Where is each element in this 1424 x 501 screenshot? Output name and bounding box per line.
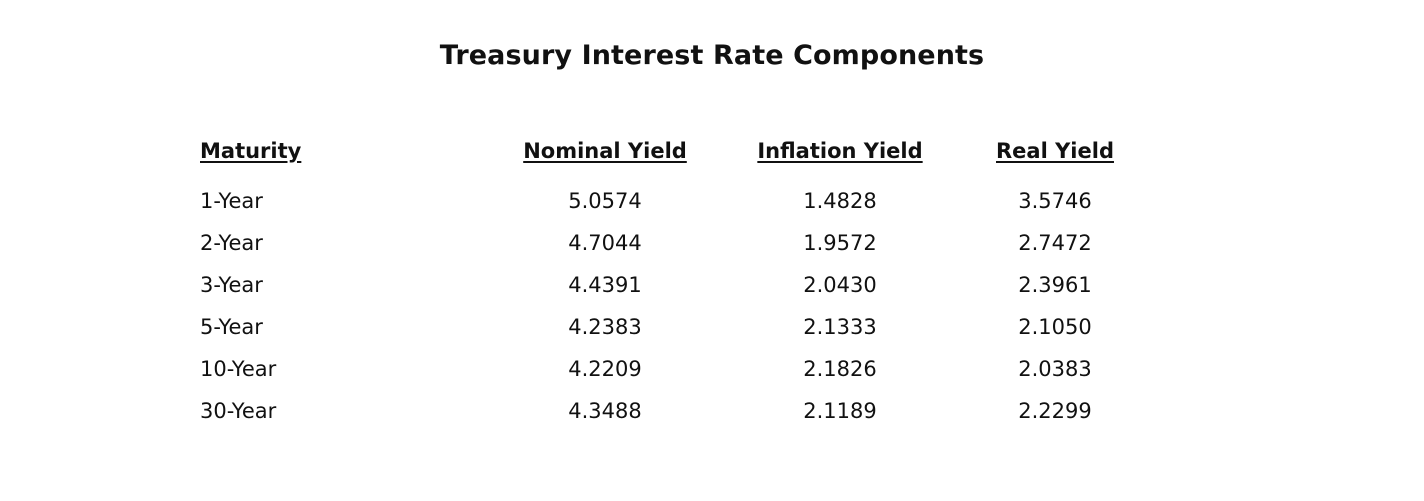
cell-nominal-yield: 4.3488 bbox=[568, 399, 642, 423]
cell-real-yield: 3.5746 bbox=[1018, 189, 1092, 213]
column-header-inflation-yield: Inflation Yield bbox=[757, 139, 923, 163]
cell-nominal-yield: 5.0574 bbox=[568, 189, 642, 213]
cell-maturity: 1-Year bbox=[200, 189, 263, 213]
cell-real-yield: 2.1050 bbox=[1018, 315, 1092, 339]
treasury-rate-table bbox=[200, 128, 1160, 432]
table-header bbox=[200, 128, 1160, 180]
column-header-maturity: Maturity bbox=[200, 139, 302, 163]
table-row bbox=[200, 264, 1160, 306]
rate-table-container bbox=[200, 128, 1190, 432]
cell-maturity: 10-Year bbox=[200, 357, 277, 381]
cell-inflation-yield: 1.9572 bbox=[803, 231, 877, 255]
cell-maturity: 2-Year bbox=[200, 231, 263, 255]
page-title: Treasury Interest Rate Components bbox=[439, 40, 985, 71]
cell-real-yield: 2.7472 bbox=[1018, 231, 1092, 255]
cell-inflation-yield: 1.4828 bbox=[803, 189, 877, 213]
cell-nominal-yield: 4.2209 bbox=[568, 357, 642, 381]
cell-inflation-yield: 2.1826 bbox=[803, 357, 877, 381]
cell-real-yield: 2.0383 bbox=[1018, 357, 1092, 381]
table-row bbox=[200, 222, 1160, 264]
cell-maturity: 5-Year bbox=[200, 315, 263, 339]
table-header-row bbox=[200, 128, 1160, 180]
cell-inflation-yield: 2.1333 bbox=[803, 315, 877, 339]
column-header-real-yield: Real Yield bbox=[996, 139, 1114, 163]
table-body bbox=[200, 180, 1160, 432]
cell-inflation-yield: 2.0430 bbox=[803, 273, 877, 297]
table-row bbox=[200, 390, 1160, 432]
table-row bbox=[200, 348, 1160, 390]
cell-real-yield: 2.3961 bbox=[1018, 273, 1092, 297]
column-header-nominal-yield: Nominal Yield bbox=[523, 139, 687, 163]
cell-real-yield: 2.2299 bbox=[1018, 399, 1092, 423]
table-row bbox=[200, 180, 1160, 222]
cell-nominal-yield: 4.2383 bbox=[568, 315, 642, 339]
table-row bbox=[200, 306, 1160, 348]
cell-maturity: 30-Year bbox=[200, 399, 277, 423]
cell-nominal-yield: 4.7044 bbox=[568, 231, 642, 255]
cell-maturity: 3-Year bbox=[200, 273, 263, 297]
cell-nominal-yield: 4.4391 bbox=[568, 273, 642, 297]
cell-inflation-yield: 2.1189 bbox=[803, 399, 877, 423]
